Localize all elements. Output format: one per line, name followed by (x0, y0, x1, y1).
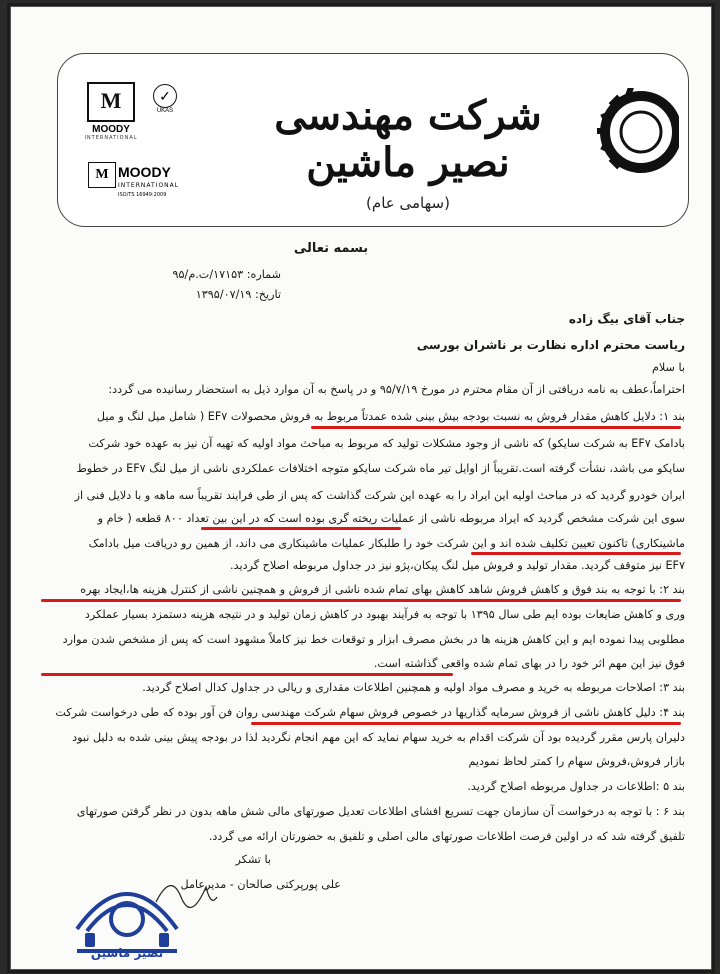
body-line: بادامک EF۷ به شرکت سایکو) که ناشی از وجود مشکلات تولید که مربوط به مباحث مواد اولیه که تهیه آن نیز به عهده خود شرکت (88, 437, 685, 450)
body-line: ایران خودرو گردید که در مباحث اولیه این ایراد را به عهده این شرکت گذاشت که پس از طی فرایند تقریباً سه ماهه و با دلایل فنی از (74, 489, 685, 502)
invocation: بسمه تعالی (293, 241, 369, 256)
moody-certification-logo: M MOODY INTERNATIONAL (78, 82, 144, 141)
highlight-underline (251, 722, 681, 725)
stamp-text: نصیر ماشین (90, 946, 164, 960)
body-line: سایکو می باشد، نشأت گرفته است.تقریباً از اوایل تیر ماه شرکت سایکو متوجه اختلافات عملکردی ناشی از میل لنگ EF۷ در خطوط (76, 462, 685, 475)
body-line: احتراماً،عطف به نامه دریافتی از آن مقام محترم در مورخ ۹۵/۷/۱۹ و در پاسخ به آن موارد ذیل به استحضار رسانیده می گردد: (108, 383, 685, 396)
body-line: بند ۱: دلایل کاهش مقدار فروش به نسبت بودجه بیش بینی شده عمدتاً مربوط به فروش محصولات EF۷ ( شامل میل لنگ و میل (96, 410, 685, 423)
body-line: مطلوبی پیدا نموده ایم و این کاهش هزینه ها در بخش مصرف ابزار و توقعات خط نیز کاملاً مشهود است که پس از مشخص شدن موارد (62, 633, 685, 646)
highlight-underline (471, 552, 681, 555)
body-line: بند ۵ :اطلاعات در جداول مربوطه اصلاح گردید. (467, 780, 685, 793)
body-line: تلفیق گرفته شد که در اولین فرصت اطلاعات صورتهای مالی اصلی و تلفیق به حضورتان ارائه می گردد. (208, 830, 685, 843)
body-line: بند ۶ : با توجه به درخواست آن سازمان جهت تسریع افشای اطلاعات تعدیل صورتهای مالی شش ماهه بدون در نظر گرفتن صورتهای (76, 805, 685, 818)
company-block (258, 92, 558, 212)
body-line: سوی این شرکت مشخص گردید که ایراد مربوطه ناشی از عملیات ریخته گری بوده است که در این بین تعداد ۸۰۰ قطعه ( خام و (97, 512, 685, 525)
ukas-logo (150, 84, 180, 134)
highlight-underline (311, 426, 681, 429)
highlight-underline (201, 527, 401, 530)
signature-scribble (151, 867, 221, 917)
body-line: دلیران پارس مقرر گردیده بود آن شرکت اقدام به خرید سهام نماید که این مهم انجام نگردید لذا در بودجه پیش بینی شده به دلیل نبود (72, 731, 685, 744)
body-line: بند ۳: اصلاحات مربوطه به خرید و مصرف مواد اولیه و همچنین اطلاعات مقداری و ریالی در جداول کدال اصلاح گردید. (142, 681, 685, 694)
body-line: ماشینکاری) تاکنون تعیین تکلیف شده اند و این شرکت خود را طلبکار عملیات ماشینکاری می داند، از همین رو دریافت میل بادامک (88, 537, 685, 550)
moody-subtitle: INTERNATIONAL (84, 135, 138, 141)
moody-iso-logo: M MOODY INTERNATIONAL ISO/TS 16949:2009 (88, 162, 208, 202)
recipient: جناب آقای بیگ زاده (568, 312, 685, 326)
body-line: وری و کاهش ضایعات بوده ایم طی سال ۱۳۹۵ با توجه به فرآیند بهبود در کاهش زمان تولید و در نتیجه هزینه دستمزد بسیار عملکرد (84, 608, 685, 621)
company-name: شرکت مهندسی نصیر ماشین (274, 92, 542, 186)
body-line: بند ۲: با توجه به بند فوق و کاهش فروش شاهد کاهش بهای تمام شده ناشی از فروش و همچنین ناشی از کنترل هزینه ها،ایجاد بهره (80, 583, 685, 596)
moody-title: MOODY (92, 124, 130, 135)
company-type: (سهامی عام) (366, 194, 450, 212)
moody-iso-title: MOODY (118, 164, 171, 180)
letter-number: شماره: ۱۷۱۵۳/ت.م/۹۵ (172, 268, 281, 281)
ukas-label: UKAS (156, 108, 174, 114)
highlight-underline (41, 673, 453, 676)
letterhead (57, 53, 689, 227)
company-logo-icon (593, 88, 679, 174)
moody-iso-subtitle: INTERNATIONAL (118, 182, 180, 189)
body-line: فوق نیز این مهم اثر خود را در بهای تمام شده واقعی گذاشته است. (373, 657, 685, 670)
letter-date: تاریخ: ۱۳۹۵/۰۷/۱۹ (195, 288, 281, 301)
signatory: علی پورپرکتی صالحان - مدیرعامل (180, 878, 341, 891)
highlight-underline (41, 599, 681, 602)
body-line: EF۷ نیز متوقف گردید. مقدار تولید و فروش میل لنگ پیکان،پژو نیز در جداول مربوطه اصلاح گردید. (230, 559, 685, 572)
iso-standard: ISO/TS 16949:2009 (118, 192, 167, 198)
recipient-title: ریاست محترم اداره نظارت بر ناشران بورسی (416, 338, 685, 352)
document-page (10, 6, 712, 970)
crown-icon: ✓ (153, 84, 177, 108)
body-line: بازار فروش،فروش سهام را کمتر لحاظ نمودیم (468, 755, 685, 768)
body-line: بند ۴: دلیل کاهش ناشی از فروش سرمایه گذاریها در خصوص فروش سهام شرکت مهندسی روان فن آور بوده که طی درخواست شرکت (55, 706, 685, 719)
closing: با تشکر (235, 853, 271, 866)
greeting: با سلام (651, 361, 685, 374)
